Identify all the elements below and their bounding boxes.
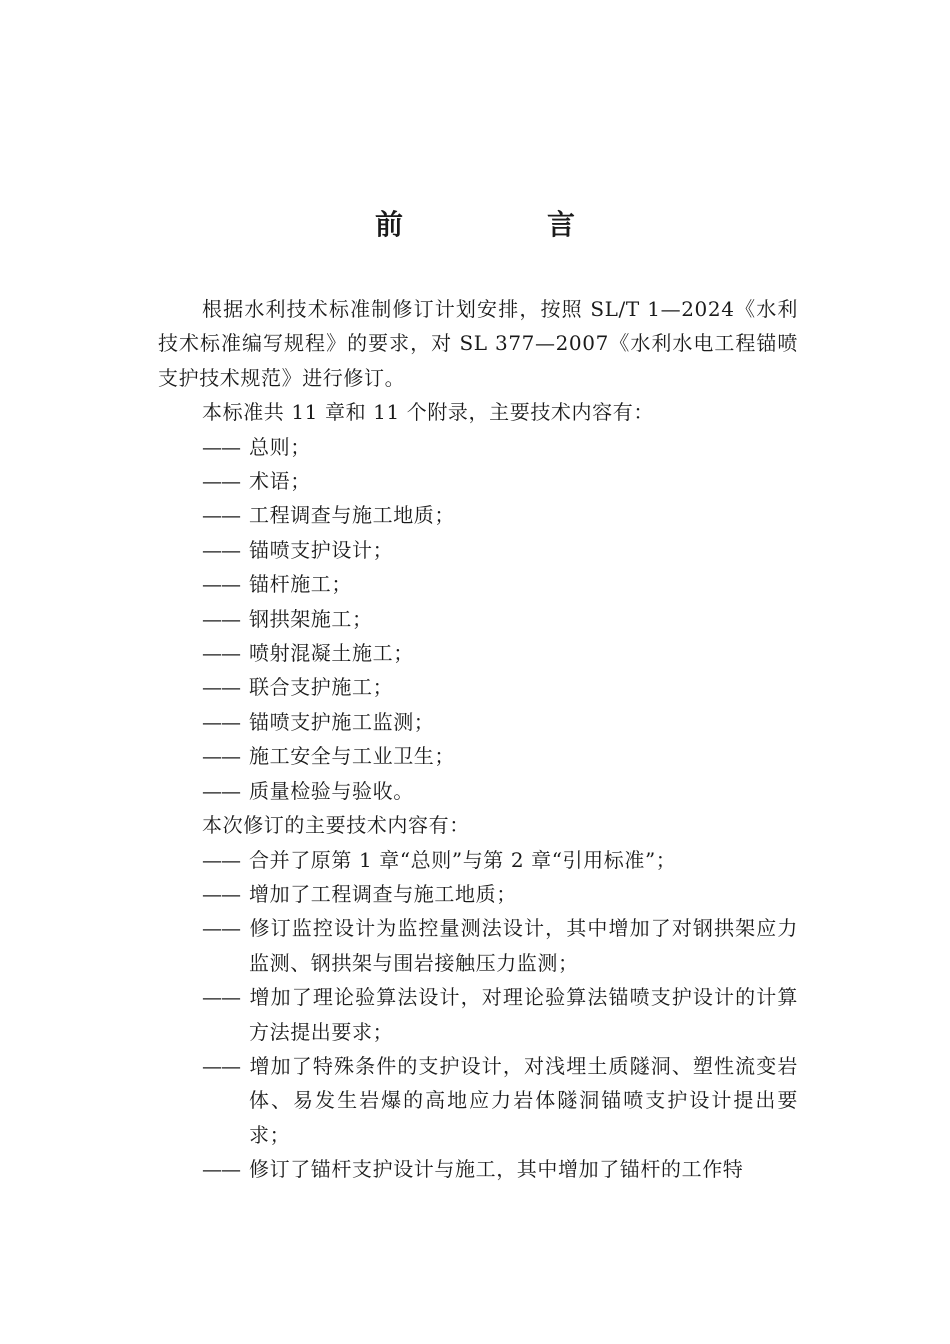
list-item-text: 增加了理论验算法设计，对理论验算法锚喷支护设计的计算方法提出要求； xyxy=(249,985,798,1044)
list-item-text: 施工安全与工业卫生； xyxy=(249,744,455,769)
dash-mark: —— xyxy=(202,778,240,803)
list-item xyxy=(158,705,798,739)
dash-mark: —— xyxy=(202,744,240,769)
dash-mark: —— xyxy=(202,606,240,631)
list-item-text: 钢拱架施工； xyxy=(249,606,373,631)
list-item-text: 锚喷支护施工监测； xyxy=(249,709,435,734)
list-item-text: 修订监控设计为监控量测法设计，其中增加了对钢拱架应力监测、钢拱架与围岩接触压力监测； xyxy=(249,916,798,975)
dash-mark: —— xyxy=(202,881,240,906)
list-item xyxy=(158,670,798,704)
list-item-text: 联合支护施工； xyxy=(249,675,394,700)
list-item xyxy=(158,739,798,773)
dash-mark: —— xyxy=(202,537,240,562)
dash-mark: —— xyxy=(202,916,240,941)
list-item xyxy=(158,430,798,464)
list-item xyxy=(158,1049,798,1152)
list-item xyxy=(158,533,798,567)
list-item-text: 质量检验与验收。 xyxy=(249,778,414,803)
page-title: 前 言 xyxy=(374,208,633,241)
list-item-text: 喷射混凝土施工； xyxy=(249,641,414,666)
list-item-text: 锚杆施工； xyxy=(249,572,352,597)
revision-list xyxy=(158,843,798,1187)
intro-paragraph: 根据水利技术标准制修订计划安排，按照 SL/T 1—2024《水利技术标准编写规程》的要求，对 SL 377—2007《水利水电工程锚喷支护技术规范》进行修订。 xyxy=(158,297,798,390)
list-item-text: 增加了工程调查与施工地质； xyxy=(249,881,517,906)
list-item-text: 锚喷支护设计； xyxy=(249,537,394,562)
dash-mark: —— xyxy=(202,469,240,494)
content-lead: 本标准共 11 章和 11 个附录，主要技术内容有： xyxy=(202,400,654,425)
list-item xyxy=(158,877,798,911)
list-item xyxy=(158,1152,798,1186)
list-item xyxy=(158,911,798,980)
list-item-text: 修订了锚杆支护设计与施工，其中增加了锚杆的工作特 xyxy=(249,1157,744,1182)
list-item-text: 增加了特殊条件的支护设计，对浅埋土质隧洞、塑性流变岩体、易发生岩爆的高地应力岩体隧洞锚喷支护设计提出要求； xyxy=(249,1053,798,1147)
revision-lead: 本次修订的主要技术内容有： xyxy=(202,813,470,838)
dash-mark: —— xyxy=(202,572,240,597)
dash-mark: —— xyxy=(202,434,240,459)
list-item xyxy=(158,498,798,532)
list-item xyxy=(158,843,798,877)
list-item-text: 术语； xyxy=(249,469,311,494)
list-item xyxy=(158,602,798,636)
dash-mark: —— xyxy=(202,1053,240,1078)
list-item-text: 工程调查与施工地质； xyxy=(249,503,455,528)
list-item xyxy=(158,636,798,670)
dash-mark: —— xyxy=(202,675,240,700)
list-item xyxy=(158,774,798,808)
document-body xyxy=(158,292,798,1187)
list-item-text: 合并了原第 1 章“总则”与第 2 章“引用标准”； xyxy=(249,847,677,872)
dash-mark: —— xyxy=(202,641,240,666)
list-item-text: 总则； xyxy=(249,434,311,459)
list-item xyxy=(158,464,798,498)
dash-mark: —— xyxy=(202,1157,240,1182)
content-list xyxy=(158,430,798,808)
list-item xyxy=(158,567,798,601)
dash-mark: —— xyxy=(202,503,240,528)
dash-mark: —— xyxy=(202,709,240,734)
dash-mark: —— xyxy=(202,985,240,1010)
dash-mark: —— xyxy=(202,847,240,872)
list-item xyxy=(158,980,798,1049)
